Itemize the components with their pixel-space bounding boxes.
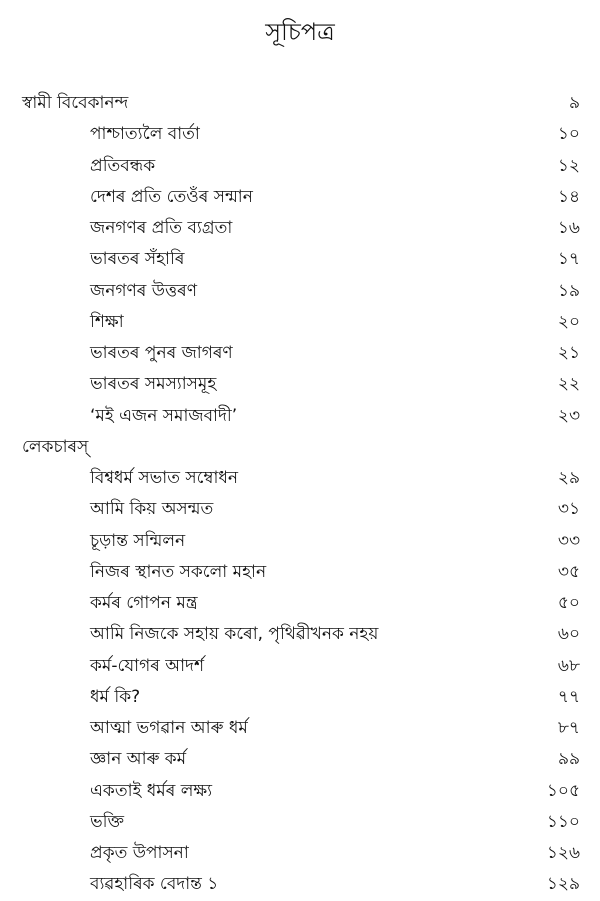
toc-entry-page: ২০ [557, 311, 580, 332]
toc-entry-page: ২১ [557, 343, 580, 363]
toc-entry-title: ধৰ্ম কি? [90, 686, 141, 707]
toc-entry [0, 776, 600, 807]
toc-entry-page: ১৪ [557, 186, 580, 207]
toc-entry-title: ভক্তি [90, 811, 125, 832]
toc-entry [0, 744, 600, 775]
toc-entry-title: ভাৰতৰ পুনৰ জাগৰণ [90, 343, 233, 363]
page-title: সূচিপত্ৰ [265, 18, 335, 46]
toc-entry-title: চূড়ান্ত সন্মিলন [90, 530, 186, 551]
toc-entry-page: ৯৯ [557, 749, 580, 770]
toc-entry-title: ভাৰতৰ সমস্যাসমূহ [90, 374, 217, 395]
toc-entry-title: জনগণৰ প্ৰতি ব্যগ্ৰতা [90, 218, 233, 238]
toc-entry-title: আত্মা ভগৱান আৰু ধৰ্ম [90, 718, 248, 738]
toc-entry-title: জনগণৰ উত্তৰণ [90, 280, 198, 301]
toc-entry-title: কৰ্ম-যোগৰ আদৰ্শ [90, 655, 205, 676]
toc-entry-page: ২২ [557, 374, 580, 395]
toc-section-title: লেকচাৰস্ [22, 436, 89, 457]
toc-entry [0, 619, 600, 650]
toc-entry-title: প্ৰতিবন্ধক [90, 155, 156, 176]
toc-entry-page: ৭৭ [557, 686, 580, 707]
toc-entry-page: ৩৫ [557, 561, 580, 582]
toc-entry [0, 651, 600, 682]
toc-entry-page: ১০ [557, 124, 580, 145]
toc-entry-page: ১২ [557, 155, 580, 176]
toc-entry-page: ১৬ [557, 218, 580, 238]
toc-section-heading [0, 88, 600, 119]
toc-entry [0, 557, 600, 588]
toc-entry-page: ৮৭ [557, 718, 580, 738]
toc-entry-page: ২৩ [557, 405, 580, 426]
toc-entry [0, 182, 600, 213]
toc-entry-title: আমি নিজকে সহায় কৰো, পৃথিৱীখনক নহয় [90, 624, 379, 645]
toc-entry-title: একতাই ধৰ্মৰ লক্ষ্য [90, 780, 213, 801]
toc-entry [0, 151, 600, 182]
toc-entry-title: পাশ্চাত্যলৈ বাৰ্তা [90, 124, 200, 145]
toc-entry [0, 713, 600, 744]
toc-entry [0, 588, 600, 619]
toc-entry-title: নিজৰ স্থানত সকলো মহান [90, 561, 267, 582]
toc-entry-page: ৫০ [557, 593, 580, 613]
toc-entry-page: ৩৩ [557, 530, 580, 551]
toc-entry-page: ১২৬ [546, 843, 580, 863]
toc-entry-title: দেশৰ প্ৰতি তেওঁৰ সন্মান [90, 186, 253, 207]
toc-entry [0, 244, 600, 275]
toc-entry-page: ২৯ [557, 468, 580, 488]
toc-entry-page: ৬৮ [557, 655, 580, 676]
toc-entry-title: ‘মই এজন সমাজবাদী’ [90, 405, 238, 426]
toc-entry-title: জ্ঞান আৰু কৰ্ম [90, 749, 187, 770]
toc-entry [0, 526, 600, 557]
toc-entry [0, 682, 600, 713]
toc-entry-title: শিক্ষা [90, 311, 124, 332]
toc-entry [0, 463, 600, 494]
toc-entry-page: ১৭ [557, 249, 580, 270]
toc-section-page: ৯ [568, 93, 580, 113]
toc-entry-page: ১০৫ [546, 780, 580, 801]
toc-entry [0, 119, 600, 150]
toc-entry-page: ১২৯ [546, 874, 580, 895]
toc-entry-page: ৩১ [557, 499, 580, 520]
toc-entry-page: ১১০ [546, 811, 580, 832]
toc-entry [0, 807, 600, 838]
toc-entry-title: প্ৰকৃত উপাসনা [90, 843, 189, 863]
table-of-contents [0, 88, 600, 901]
toc-entry [0, 213, 600, 244]
toc-entry-title: কৰ্মৰ গোপন মন্ত্ৰ [90, 593, 198, 613]
toc-entry-title: ভাৰতৰ সঁহাৰি [90, 249, 185, 270]
toc-entry [0, 494, 600, 525]
toc-entry-page: ১৯ [557, 280, 580, 301]
toc-entry [0, 307, 600, 338]
toc-section-heading [0, 432, 600, 463]
toc-entry [0, 869, 600, 900]
toc-section-title: স্বামী বিবেকানন্দ [22, 93, 129, 113]
toc-entry-title: বিশ্বধৰ্ম সভাত সম্বোধন [90, 468, 239, 488]
toc-entry [0, 338, 600, 369]
toc-entry [0, 369, 600, 400]
toc-entry-title: ব্যৱহাৰিক বেদান্ত ১ [90, 874, 219, 895]
toc-entry-title: আমি কিয় অসন্মত [90, 499, 214, 520]
toc-entry [0, 838, 600, 869]
toc-entry [0, 401, 600, 432]
toc-entry [0, 276, 600, 307]
toc-entry-page: ৬০ [557, 624, 580, 645]
